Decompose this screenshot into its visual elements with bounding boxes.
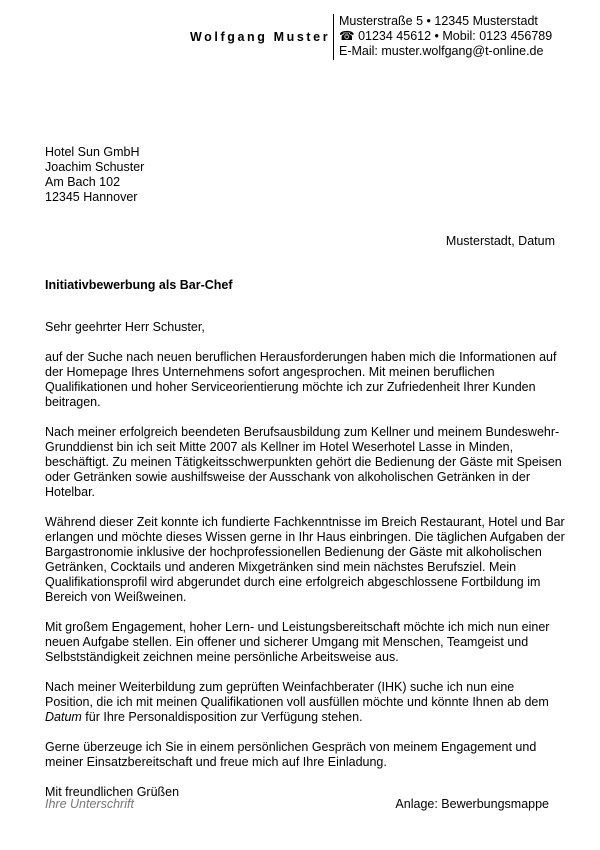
paragraph-2: Nach meiner erfolgreich beendeten Berufsausbildung zum Kellner und meinem Bundeswehr-Grunddienst bin ich seit Mitte 2007 als Kellner im Hotel Weserhotel Lasse in Minden, beschäftigt. Zu meinen Tätigkeitsschwerpunkten gehört die Bedienung der Gäste mit Speisen oder Getränken sowie aushilfsweise der Ausschank von alkoholischen Getränken in der Hotelbar. <box>45 425 562 499</box>
paragraph-5 <box>45 680 565 725</box>
paragraph-4: Mit großem Engagement, hoher Lern- und Leistungsbereitschaft möchte ich mich nun einer neuen Aufgabe stellen. Ein offener und sicherer Umgang mit Menschen, Teamgeist und Selbstständigkeit zeichnen meine persönliche Arbeitsweise aus. <box>45 620 550 664</box>
letter-body <box>45 320 565 800</box>
recipient-street: Am Bach 102 <box>45 175 121 189</box>
paragraph-6: Gerne überzeuge ich Sie in einem persönlichen Gespräch von meinem Engagement und meiner Einsatzbereitschaft und freue mich auf Ihre Einladung. <box>45 740 537 769</box>
sender-address: Musterstraße 5 • 12345 Musterstadt <box>339 14 538 28</box>
date-line: Musterstadt, Datum <box>445 234 555 248</box>
sender-name: Wolfgang Muster <box>190 30 331 44</box>
recipient-address <box>45 145 144 205</box>
header-divider <box>333 14 334 60</box>
sender-phone <box>339 29 552 44</box>
paragraph-1: auf der Suche nach neuen beruflichen Herausforderungen haben mich die Informationen auf der Homepage Ihres Unternehmens sofort angesprochen. Mit meinen beruflichen Qualifikationen und hoher Serviceorientierung möchte ich zur Zufriedenheit Ihrer Kunden beitragen. <box>45 350 557 409</box>
recipient-company: Hotel Sun GmbH <box>45 145 140 159</box>
paragraph-5-start: Nach meiner Weiterbildung zum geprüften Weinfachberater (IHK) suche ich nun eine Position, die ich mit meinen Qualifikationen voll ausfüllen möchte und könnte Ihnen ab dem <box>45 680 549 709</box>
sender-contact <box>339 14 552 59</box>
sender-email: E-Mail: muster.wolfgang@t-online.de <box>339 44 544 58</box>
recipient-city: 12345 Hannover <box>45 190 138 204</box>
phone-icon: ☎ <box>339 29 355 43</box>
paragraph-3: Während dieser Zeit konnte ich fundierte Fachkenntnisse im Breich Restaurant, Hotel und Bar erlangen und möchte dieses Wissen gerne in Ihr Haus einbringen. Die täglichen Aufgaben der Bargastronomie inklusive der hochprofessionellen Bedienung der Gäste mit alkoholischen Getränken, Cocktails und anderen Mixgetränken sind mein nächstes Berufsziel. Mein Qualifikationsprofil wird abgerundet durch eine erfolgreich abgeschlossene Fortbildung im Bereich von Weißweinen. <box>45 515 565 604</box>
closing: Mit freundlichen Grüßen <box>45 785 180 799</box>
letter-subject: Initiativbewerbung als Bar-Chef <box>45 278 233 292</box>
recipient-contact: Joachim Schuster <box>45 160 145 174</box>
paragraph-5-end: für Ihre Personaldisposition zur Verfügung stehen. <box>81 710 363 724</box>
signature-placeholder: Ihre Unterschrift <box>45 797 134 811</box>
salutation: Sehr geehrter Herr Schuster, <box>45 320 205 334</box>
date-placeholder: Datum <box>45 710 82 724</box>
sender-phone-text: 01234 45612 • Mobil: 0123 456789 <box>358 29 553 43</box>
enclosure-note: Anlage: Bewerbungsmappe <box>395 797 549 811</box>
